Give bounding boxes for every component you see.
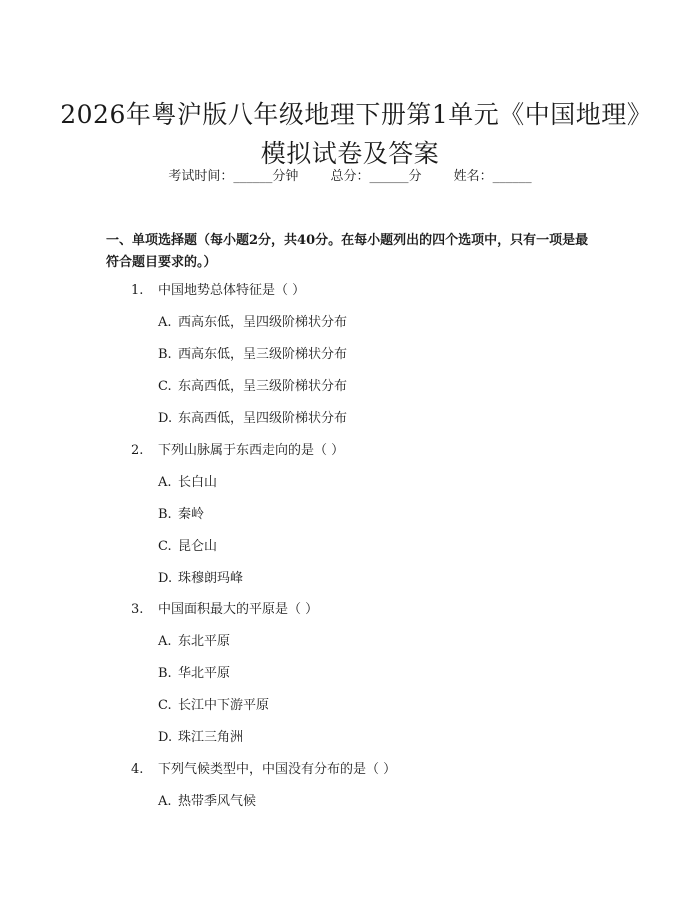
- question-4: [131, 761, 396, 779]
- question-1-option-c: [158, 378, 347, 396]
- option-letter: D.: [158, 571, 173, 586]
- question-number: 3.: [131, 602, 144, 617]
- question-2: [131, 442, 344, 460]
- question-1-option-b: [158, 346, 347, 364]
- question-text: 下列气候类型中，中国没有分布的是（ ）: [158, 762, 397, 777]
- option-text: 热带季风气候: [178, 794, 257, 809]
- question-1: [131, 282, 305, 300]
- option-text: 珠穆朗玛峰: [178, 571, 244, 586]
- option-letter: A.: [158, 475, 172, 490]
- option-letter: B.: [158, 347, 172, 362]
- page-title: 2026年粤沪版八年级地理下册第1单元《中国地理》模拟试卷及答案: [60, 99, 640, 168]
- student-name-field: 姓名：______: [453, 169, 532, 184]
- question-text: 下列山脉属于东西走向的是（ ）: [158, 443, 345, 458]
- question-2-option-b: [158, 506, 204, 524]
- option-letter: B.: [158, 507, 172, 522]
- question-2-option-a: [158, 474, 217, 492]
- question-3-option-b: [158, 665, 230, 683]
- option-text: 华北平原: [178, 666, 231, 681]
- option-letter: C.: [158, 379, 172, 394]
- option-text: 东高西低，呈四级阶梯状分布: [178, 411, 348, 426]
- question-1-option-d: [158, 410, 347, 428]
- option-text: 东北平原: [178, 634, 231, 649]
- question-number: 2.: [131, 443, 144, 458]
- question-number: 4.: [131, 762, 144, 777]
- question-4-option-a: [158, 793, 256, 811]
- option-letter: A.: [158, 794, 172, 809]
- question-text: 中国面积最大的平原是（ ）: [158, 602, 319, 617]
- question-1-option-a: [158, 314, 347, 332]
- option-text: 东高西低，呈三级阶梯状分布: [178, 379, 348, 394]
- option-letter: D.: [158, 411, 173, 426]
- question-3-option-d: [158, 729, 243, 747]
- option-letter: A.: [158, 634, 172, 649]
- option-letter: B.: [158, 666, 172, 681]
- option-text: 昆仑山: [178, 539, 218, 554]
- option-text: 西高东低，呈四级阶梯状分布: [178, 315, 348, 330]
- question-text: 中国地势总体特征是（ ）: [158, 283, 306, 298]
- option-text: 长江中下游平原: [178, 698, 270, 713]
- option-letter: A.: [158, 315, 172, 330]
- option-letter: C.: [158, 539, 172, 554]
- option-letter: C.: [158, 698, 172, 713]
- option-letter: D.: [158, 730, 173, 745]
- question-2-option-d: [158, 570, 243, 588]
- option-text: 秦岭: [178, 507, 205, 522]
- section-heading: 一、单项选择题（每小题2分，共40分。在每小题列出的四个选项中，只有一项是最符合题目要求的。）: [106, 233, 589, 270]
- total-score-field: 总分：______分: [330, 169, 422, 184]
- question-3-option-a: [158, 633, 230, 651]
- option-text: 珠江三角洲: [178, 730, 244, 745]
- exam-time-field: 考试时间：______分钟: [168, 169, 299, 184]
- question-number: 1.: [131, 283, 144, 298]
- question-2-option-c: [158, 538, 217, 556]
- option-text: 长白山: [178, 475, 218, 490]
- exam-info-line: [0, 168, 700, 186]
- question-3-option-c: [158, 697, 269, 715]
- option-text: 西高东低，呈三级阶梯状分布: [178, 347, 348, 362]
- question-3: [131, 601, 318, 619]
